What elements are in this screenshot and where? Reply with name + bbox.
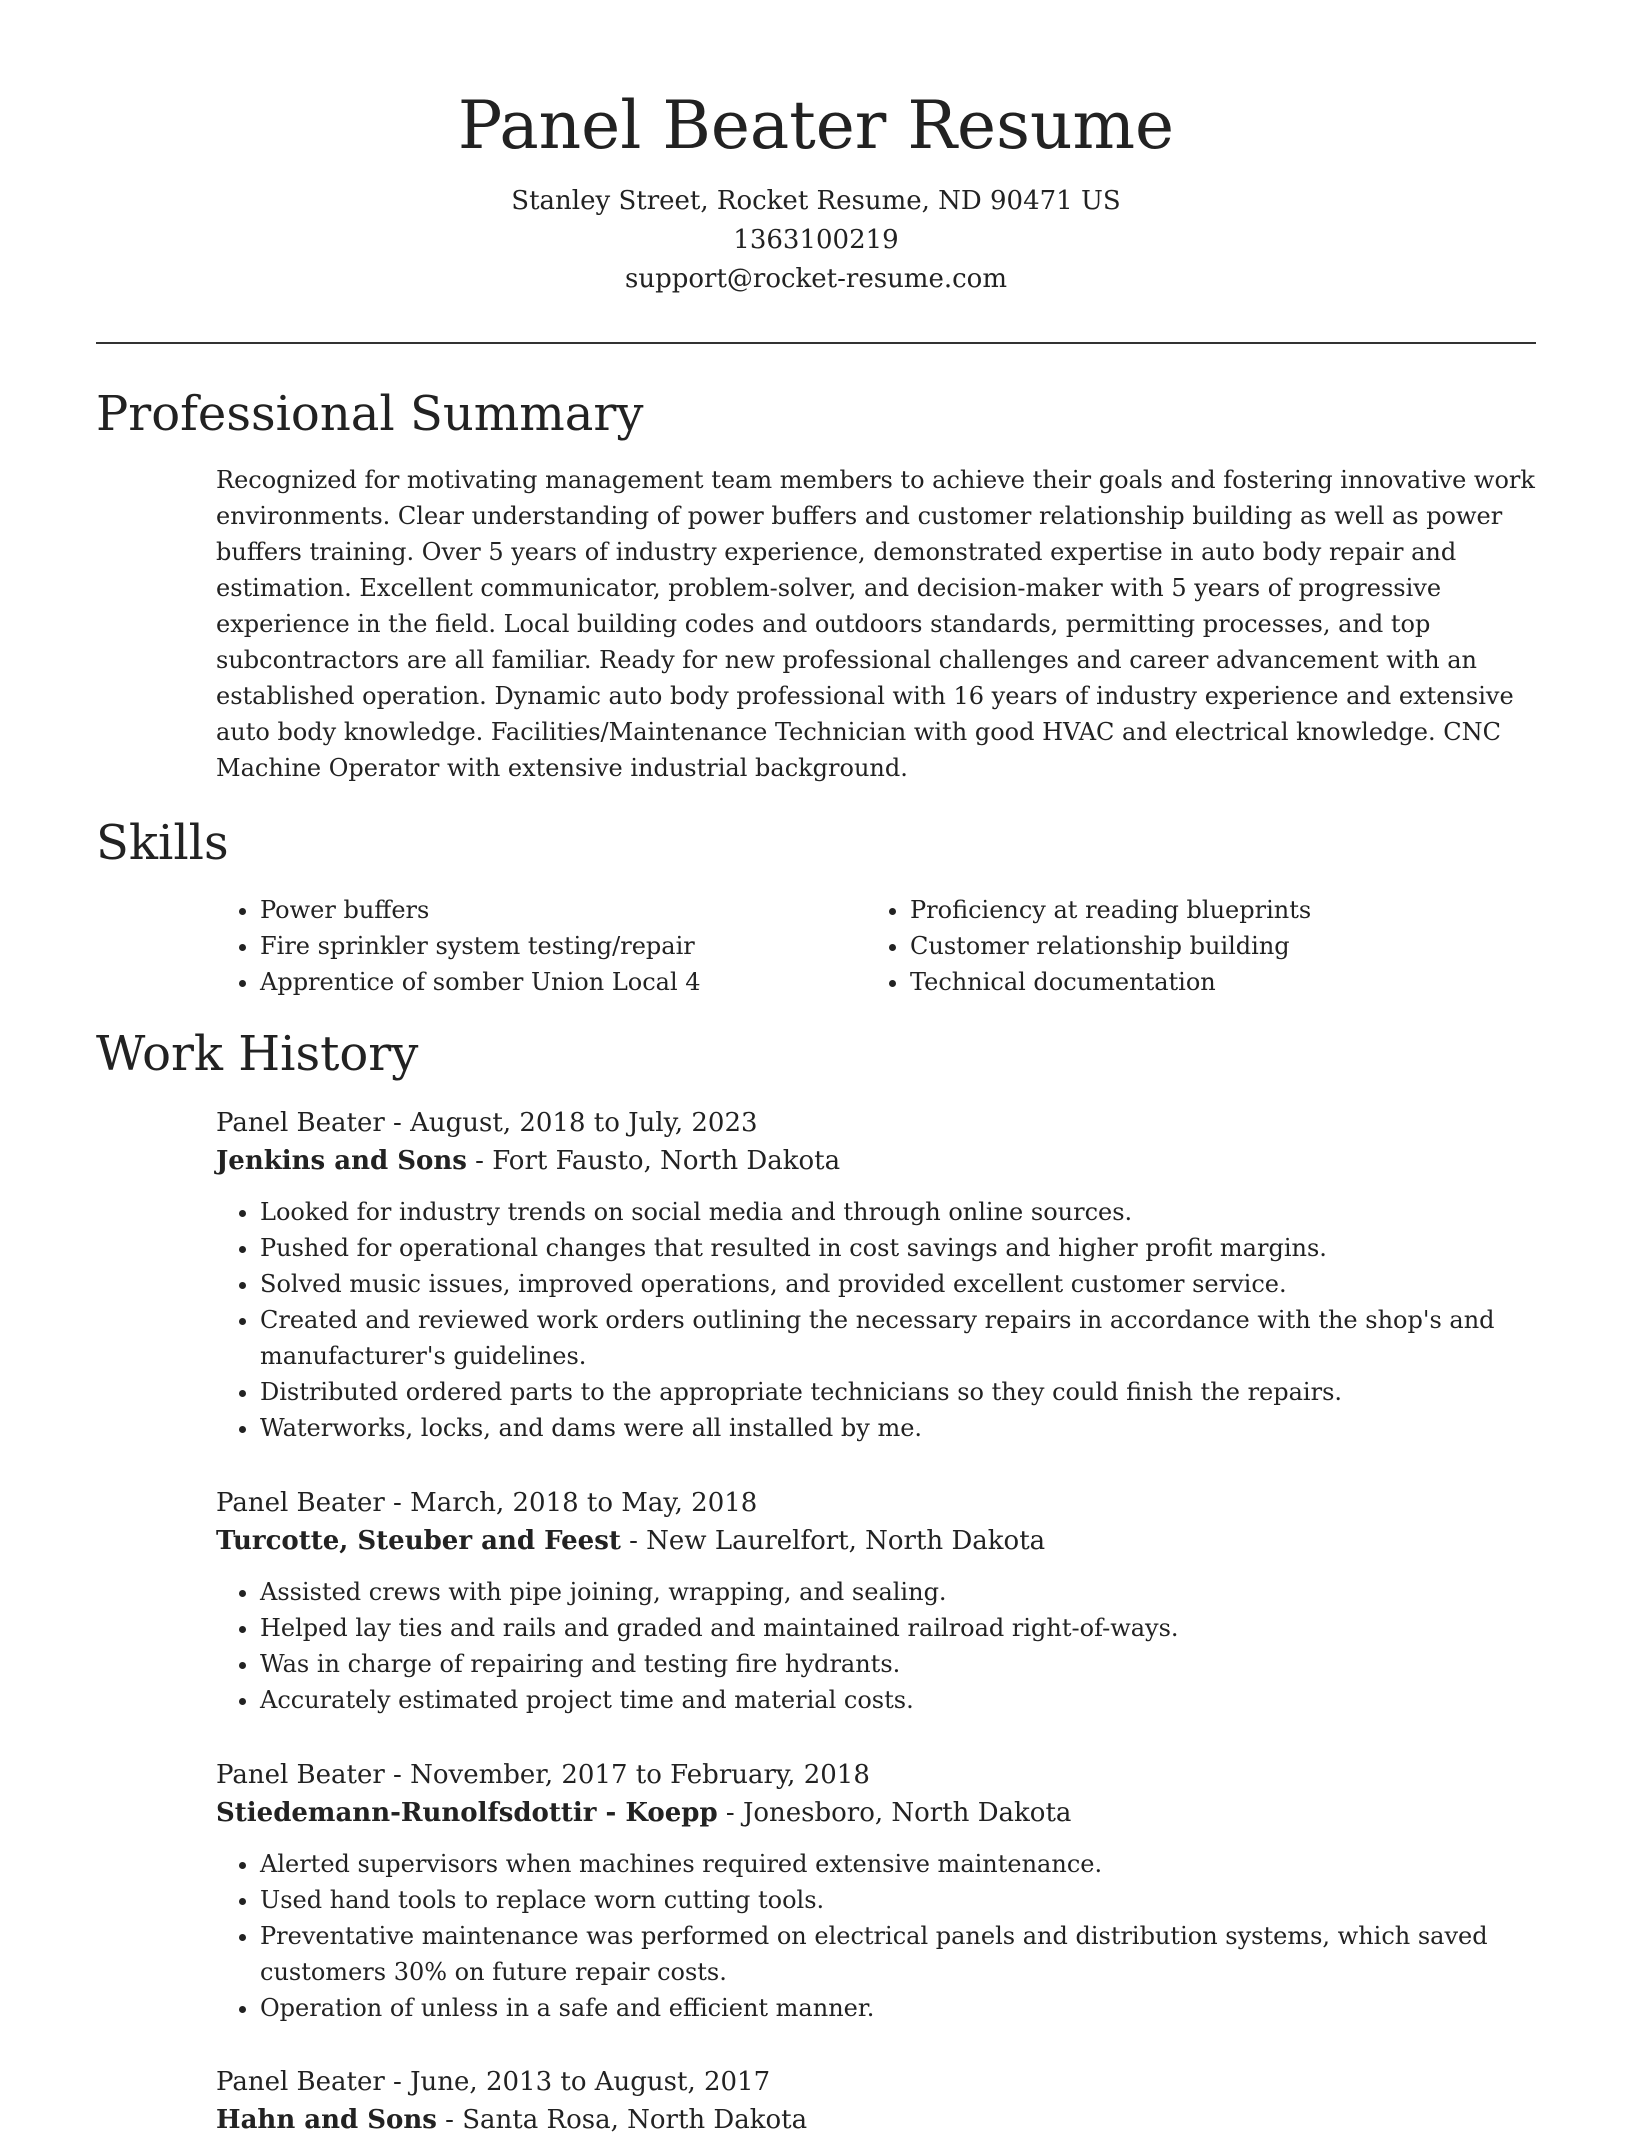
skill-item: • Fire sprinkler system testing/repair: [260, 928, 856, 964]
skill-item: • Technical documentation: [910, 964, 1506, 1000]
job-duty: • Preventative maintenance was performed on electrical panels and distribution systems, which saved customers 30% on future repair costs.: [260, 1918, 1538, 1990]
job-company: Stiedemann-Runolfsdottir - Koepp: [216, 1798, 718, 1828]
job-duty: • Operation of unless in a safe and efficient manner.: [260, 1990, 1538, 2026]
job-duty: • Pushed for operational changes that resulted in cost savings and higher profit margins.: [260, 1230, 1538, 1266]
job-title-line: [216, 2063, 1538, 2101]
job-entry: [216, 1484, 1538, 1718]
job-title-line: [216, 1104, 1538, 1142]
job-company: Turcotte, Steuber and Feest: [216, 1526, 621, 1556]
skills-column-left: [216, 892, 856, 1000]
job-duty: • Distributed ordered parts to the appropriate technicians so they could finish the repairs.: [260, 1374, 1538, 1410]
job-company-line: [216, 1522, 1538, 1560]
skills-heading: Skills: [96, 815, 229, 871]
job-entry: [216, 1104, 1538, 1446]
job-dates: - June, 2013 to August, 2017: [384, 2067, 771, 2097]
job-duty: • Looked for industry trends on social media and through online sources.: [260, 1194, 1538, 1230]
job-duty: • Assisted crews with pipe joining, wrapping, and sealing.: [260, 1574, 1538, 1610]
job-company-line: [216, 2101, 1538, 2139]
resume-title: Panel Beater Resume: [457, 87, 1175, 164]
job-location: - New Laurelfort, North Dakota: [620, 1526, 1046, 1556]
contact-address: Stanley Street, Rocket Resume, ND 90471 US: [511, 186, 1121, 216]
skill-item: • Apprentice of somber Union Local 4: [260, 964, 856, 1000]
job-location: - Fort Fausto, North Dakota: [466, 1146, 841, 1176]
skill-item: • Customer relationship building: [910, 928, 1506, 964]
summary-heading: Professional Summary: [96, 386, 644, 442]
skill-item: • Power buffers: [260, 892, 856, 928]
job-company: Hahn and Sons: [216, 2105, 437, 2135]
job-title: Panel Beater: [216, 1108, 385, 1138]
job-title-line: [216, 1756, 1538, 1794]
summary-text: Recognized for motivating management team members to achieve their goals and fostering innovative work environments. Clear understanding of power buffers and customer relationship building as well as power buffers training. Over 5 years of industry experience, demonstrated expertise in auto body repair and estimation. Excellent communicator, problem-solver, and decision-maker with 5 years of progressive experience in the field. Local building codes and outdoors standards, permitting processes, and top subcontractors are all familiar. Ready for new professional challenges and career advancement with an established operation. Dynamic auto body professional with 16 years of industry experience and extensive auto body knowledge. Facilities/Maintenance Technician with good HVAC and electrical knowledge. CNC Machine Operator with extensive industrial background.: [216, 466, 1535, 782]
skills-column-right: [866, 892, 1506, 1000]
job-location: - Santa Rosa, North Dakota: [436, 2105, 808, 2135]
job-duty: • Waterworks, locks, and dams were all installed by me.: [260, 1410, 1538, 1446]
job-duty: • Helped lay ties and rails and graded and maintained railroad right-of-ways.: [260, 1610, 1538, 1646]
job-title: Panel Beater: [216, 1760, 385, 1790]
job-title: Panel Beater: [216, 1488, 385, 1518]
contact-email: support@rocket-resume.com: [624, 264, 1007, 294]
job-company-line: [216, 1794, 1538, 1832]
job-dates: - March, 2018 to May, 2018: [384, 1488, 758, 1518]
job-entry: [216, 2063, 1538, 2139]
job-duty: • Created and reviewed work orders outlining the necessary repairs in accordance with the shop's and manufacturer's guidelines.: [260, 1302, 1538, 1374]
job-duty: • Was in charge of repairing and testing fire hydrants.: [260, 1646, 1538, 1682]
job-duty: • Accurately estimated project time and material costs.: [260, 1682, 1538, 1718]
header-divider: [96, 342, 1536, 344]
job-duty: • Solved music issues, improved operations, and provided excellent customer service.: [260, 1266, 1538, 1302]
job-dates: - November, 2017 to February, 2018: [384, 1760, 870, 1790]
work-history-heading: Work History: [96, 1026, 419, 1082]
job-location: - Jonesboro, North Dakota: [717, 1798, 1072, 1828]
job-dates: - August, 2018 to July, 2023: [384, 1108, 758, 1138]
job-title-line: [216, 1484, 1538, 1522]
job-duty: • Alerted supervisors when machines required extensive maintenance.: [260, 1846, 1538, 1882]
resume-header: [96, 78, 1536, 299]
job-company: Jenkins and Sons: [216, 1146, 467, 1176]
job-title: Panel Beater: [216, 2067, 385, 2097]
contact-phone: 1363100219: [733, 225, 899, 255]
job-duty: • Used hand tools to replace worn cutting tools.: [260, 1882, 1538, 1918]
skill-item: • Proficiency at reading blueprints: [910, 892, 1506, 928]
job-entry: [216, 1756, 1538, 2026]
job-company-line: [216, 1142, 1538, 1180]
